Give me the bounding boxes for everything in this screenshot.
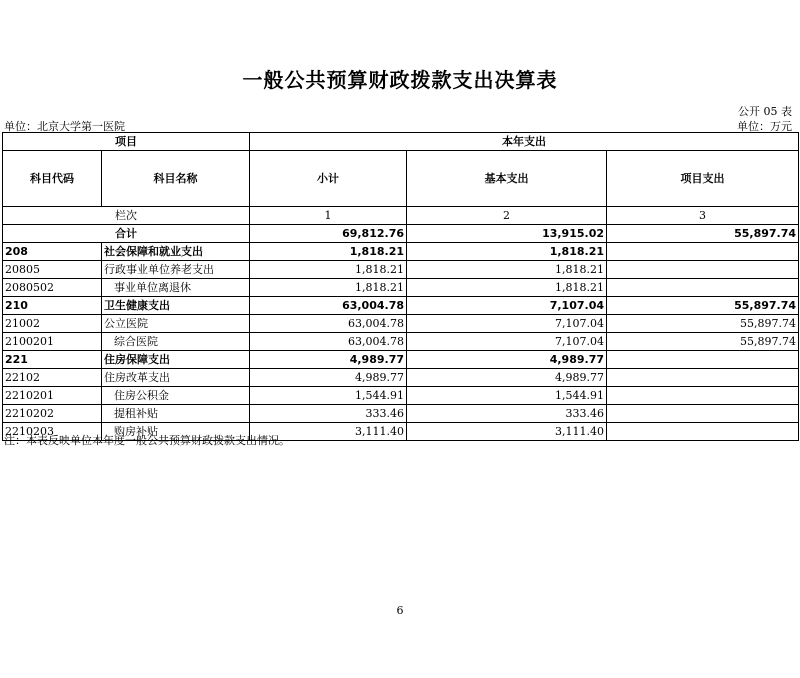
table-row: [3, 279, 799, 297]
column-number-3: 3: [607, 207, 799, 225]
row-basic: 3,111.40: [407, 423, 607, 441]
row-code: 20805: [3, 261, 102, 279]
column-number-label: 栏次: [3, 207, 250, 225]
row-subtotal: 63,004.78: [250, 297, 407, 315]
header-project-expenditure: 项目支出: [607, 151, 799, 207]
table-row: [3, 405, 799, 423]
total-label: 合计: [3, 225, 250, 243]
table-note: 注：本表反映单位本年度一般公共预算财政拨款支出情况。: [4, 434, 290, 447]
row-project: 55,897.74: [607, 315, 799, 333]
header-current-year: 本年支出: [250, 133, 799, 151]
row-project: [607, 405, 799, 423]
row-project: [607, 351, 799, 369]
row-basic: 7,107.04: [407, 333, 607, 351]
row-name: 社会保障和就业支出: [102, 243, 250, 261]
column-number-1: 1: [250, 207, 407, 225]
currency-unit: 单位：万元: [737, 120, 792, 133]
row-basic: 7,107.04: [407, 297, 607, 315]
row-code: 2210202: [3, 405, 102, 423]
table-row: [3, 333, 799, 351]
row-subtotal: 3,111.40: [250, 423, 407, 441]
row-subtotal: 1,818.21: [250, 243, 407, 261]
row-name: 住房保障支出: [102, 351, 250, 369]
row-name: 行政事业单位养老支出: [102, 261, 250, 279]
total-row: [3, 225, 799, 243]
row-project: [607, 261, 799, 279]
row-code: 2100201: [3, 333, 102, 351]
row-subtotal: 1,818.21: [250, 261, 407, 279]
row-name: 购房补贴: [102, 423, 250, 441]
row-code: 2210203: [3, 423, 102, 441]
table-row: [3, 351, 799, 369]
row-name: 综合医院: [102, 333, 250, 351]
row-project: [607, 279, 799, 297]
table-row: [3, 261, 799, 279]
row-subtotal: 1,818.21: [250, 279, 407, 297]
row-basic: 7,107.04: [407, 315, 607, 333]
header-subtotal: 小计: [250, 151, 407, 207]
row-basic: 333.46: [407, 405, 607, 423]
row-subtotal: 1,544.91: [250, 387, 407, 405]
row-name: 事业单位离退休: [102, 279, 250, 297]
table-row: [3, 297, 799, 315]
page-number: 6: [396, 604, 404, 617]
row-name: 公立医院: [102, 315, 250, 333]
row-project: [607, 423, 799, 441]
row-project: [607, 243, 799, 261]
table-row: [3, 315, 799, 333]
row-subtotal: 4,989.77: [250, 351, 407, 369]
row-code: 2210201: [3, 387, 102, 405]
row-project: 55,897.74: [607, 333, 799, 351]
row-basic: 1,818.21: [407, 279, 607, 297]
row-project: [607, 387, 799, 405]
table-row: [3, 369, 799, 387]
row-subtotal: 333.46: [250, 405, 407, 423]
row-project: [607, 369, 799, 387]
form-number: 公开 05 表: [738, 105, 792, 118]
row-subtotal: 63,004.78: [250, 333, 407, 351]
total-basic: 13,915.02: [407, 225, 607, 243]
row-name: 住房改革支出: [102, 369, 250, 387]
total-subtotal: 69,812.76: [250, 225, 407, 243]
row-basic: 1,544.91: [407, 387, 607, 405]
row-code: 21002: [3, 315, 102, 333]
row-code: 2080502: [3, 279, 102, 297]
row-project: 55,897.74: [607, 297, 799, 315]
column-number-2: 2: [407, 207, 607, 225]
row-subtotal: 4,989.77: [250, 369, 407, 387]
header-code: 科目代码: [3, 151, 102, 207]
row-subtotal: 63,004.78: [250, 315, 407, 333]
row-name: 卫生健康支出: [102, 297, 250, 315]
row-code: 22102: [3, 369, 102, 387]
page-title: 一般公共预算财政拨款支出决算表: [242, 68, 558, 92]
row-code: 210: [3, 297, 102, 315]
row-basic: 4,989.77: [407, 369, 607, 387]
table-row: [3, 243, 799, 261]
expenditure-table: [2, 132, 799, 441]
header-project: 项目: [3, 133, 250, 151]
table-row: [3, 387, 799, 405]
row-basic: 1,818.21: [407, 261, 607, 279]
row-basic: 4,989.77: [407, 351, 607, 369]
total-project: 55,897.74: [607, 225, 799, 243]
row-name: 住房公积金: [102, 387, 250, 405]
header-name: 科目名称: [102, 151, 250, 207]
column-number-row: [3, 207, 799, 225]
reporting-unit: 单位：北京大学第一医院: [4, 120, 125, 133]
row-basic: 1,818.21: [407, 243, 607, 261]
row-name: 提租补贴: [102, 405, 250, 423]
row-code: 208: [3, 243, 102, 261]
row-code: 221: [3, 351, 102, 369]
header-basic: 基本支出: [407, 151, 607, 207]
